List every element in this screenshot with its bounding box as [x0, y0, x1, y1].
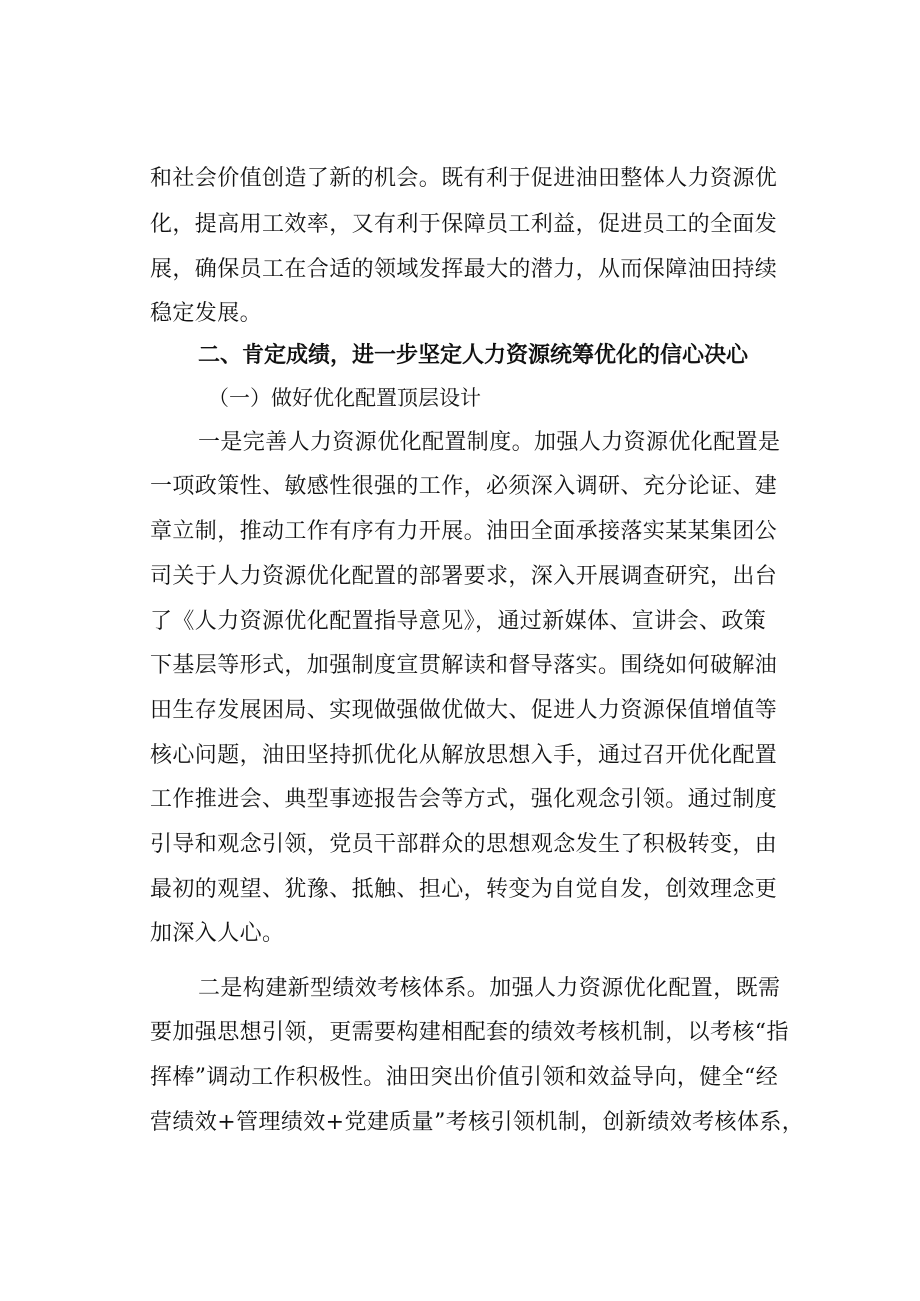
section-heading: 二、肯定成绩，进一步坚定人力资源统筹优化的信心决心: [198, 343, 749, 368]
paragraph-line: 化，提高用工效率，又有利于保障员工利益，促进员工的全面发: [150, 212, 778, 237]
paragraph-line: 了《人力资源优化配置指导意见》，通过新媒体、宣讲会、政策: [150, 609, 767, 634]
paragraph-line: 工作推进会、典型事迹报告会等方式，强化观念引领。通过制度: [150, 787, 778, 812]
paragraph-line: 一是完善人力资源优化配置制度。加强人力资源优化配置是: [198, 430, 781, 455]
paragraph-line: 田生存发展困局、实现做强做优做大、促进人力资源保值增值等: [150, 698, 778, 723]
paragraph-line: 一项政策性、敏感性很强的工作，必须深入调研、充分论证、建: [150, 474, 778, 499]
paragraph-line: 挥棒”调动工作积极性。油田突出价值引领和效益导向，健全“经: [150, 1065, 779, 1090]
paragraph-line: 引导和观念引领，党员干部群众的思想观念发生了积极转变，由: [150, 832, 778, 857]
paragraph-line: 展，确保员工在合适的领域发挥最大的潜力，从而保障油田持续: [150, 257, 778, 282]
paragraph-line: 核心问题，油田坚持抓优化从解放思想入手，通过召开优化配置: [150, 743, 778, 768]
paragraph-line: 加深入人心。: [150, 921, 285, 946]
paragraph-line: 章立制，推动工作有序有力开展。油田全面承接落实某某集团公: [150, 519, 778, 544]
paragraph-line: 司关于人力资源优化配置的部署要求，深入开展调查研究，出台: [150, 564, 778, 589]
paragraph-line: 下基层等形式，加强制度宣贯解读和督导落实。围绕如何破解油: [150, 653, 778, 678]
paragraph-line: 营绩效+管理绩效+党建质量”考核引领机制，创新绩效考核体系，: [150, 1110, 805, 1135]
paragraph-line: 稳定发展。: [150, 301, 263, 326]
paragraph-line: 二是构建新型绩效考核体系。加强人力资源优化配置，既需: [198, 976, 781, 1001]
paragraph-line: 最初的观望、犹豫、抵触、担心，转变为自觉自发，创效理念更: [150, 877, 778, 902]
paragraph-line: 和社会价值创造了新的机会。既有利于促进油田整体人力资源优: [150, 166, 778, 191]
paragraph-line: 要加强思想引领，更需要构建相配套的绩效考核机制，以考核“指: [150, 1020, 789, 1045]
subsection-heading: （一）做好优化配置顶层设计: [208, 386, 481, 410]
